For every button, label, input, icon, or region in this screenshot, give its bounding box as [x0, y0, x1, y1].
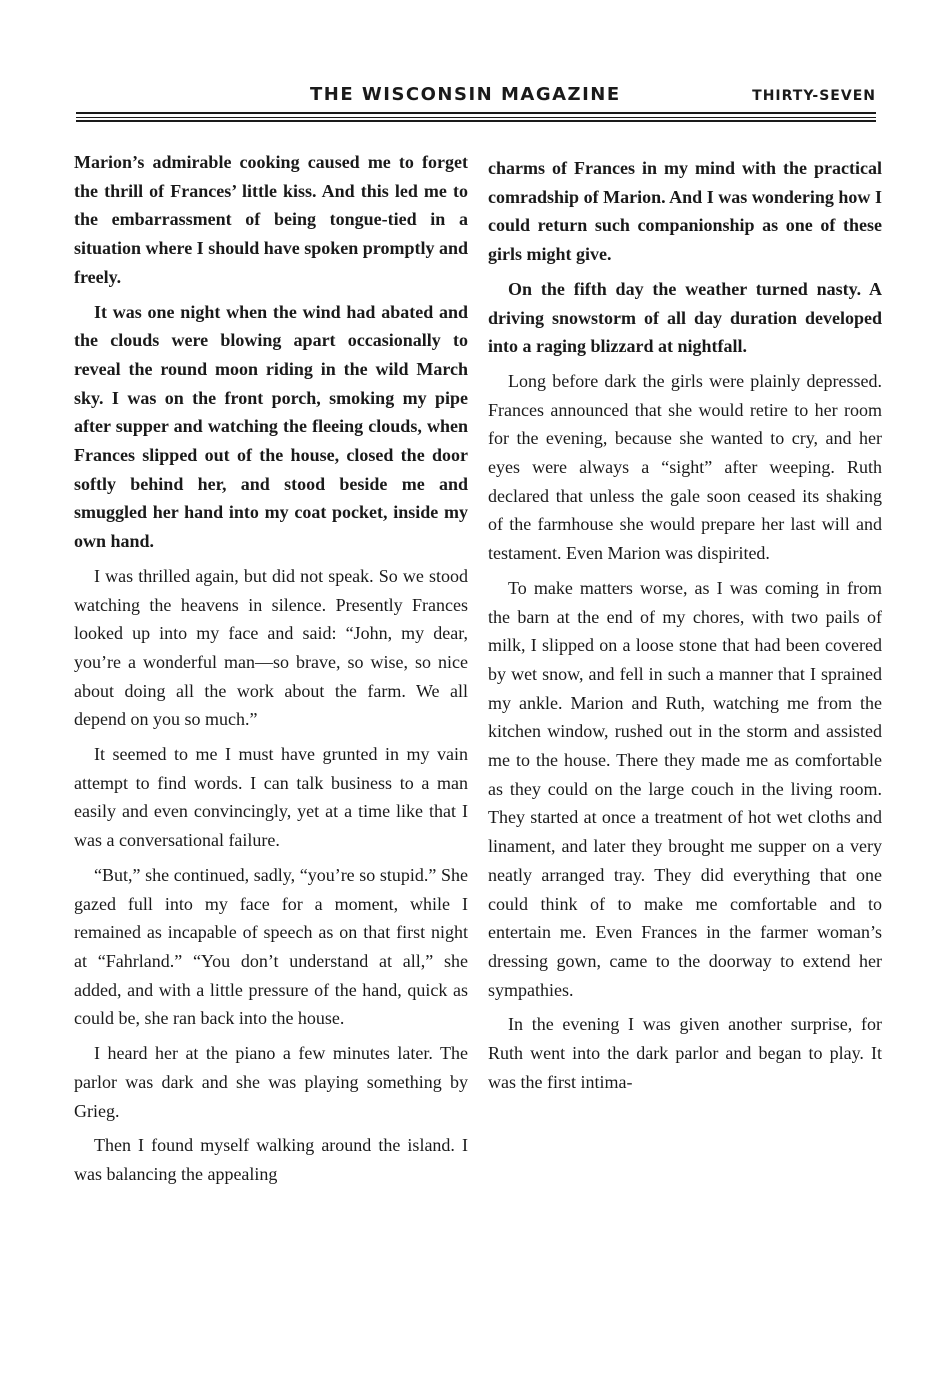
header-rule	[76, 112, 876, 126]
paragraph: Then I found myself walking around the island. I was balancing the appealing	[74, 1135, 468, 1184]
paragraph: charms of Frances in my mind with the practical comradship of Marion. And I was wondering how I could return such companionship as one of these girls might give.	[488, 158, 882, 265]
paragraph: Marion’s admirable cooking caused me to forget the thrill of Frances’ little kiss. And this led me to the embarrassment of being tongue-tied in a situation where I should have spoken promptly and freely.	[74, 152, 468, 287]
paragraph: On the fifth day the weather turned nasty. A driving snowstorm of all day duration developed into a raging blizzard at nightfall.	[488, 278, 882, 357]
paragraph: It was one night when the wind had abated and the clouds were blowing apart occasionally to reveal the round moon riding in the wild March sky. I was on the front porch, smoking my pipe after supper and watching the fleeing clouds, when Frances slipped out of the house, closed the door softly behind her, and stood beside me and smuggled her hand into my coat pocket, inside my own hand.	[74, 301, 468, 552]
paragraph: Long before dark the girls were plainly depressed. Frances announced that she would retire to her room for the evening, because she wanted to cry, and her eyes were always a “sight” after weeping. Ruth declared that unless the gale soon ceased its shaking of the farmhouse she would prepare her last will and testament. Even Marion was dispirited.	[488, 370, 882, 564]
paragraph: It seemed to me I must have grunted in my vain attempt to find words. I can talk business to a man easily and even convincingly, yet at a time like that I was a conversational failure.	[74, 744, 468, 851]
magazine-title: THE WISCONSIN MAGAZINE	[310, 84, 621, 105]
page-header	[76, 80, 876, 110]
page-number: THIRTY-SEVEN	[752, 88, 876, 104]
paragraph: I was thrilled again, but did not speak. So we stood watching the heavens in silence. Presently Frances looked up into my face and said: “John, my dear, you’re a wonderful man—so brave, so wise, so nice about doing all the work about the farm. We all depend on you so much.”	[74, 565, 468, 730]
right-column	[488, 154, 882, 1103]
paragraph: “But,” she continued, sadly, “you’re so stupid.” She gazed full into my face for a moment, while I remained as incapable of speech as on that first night at “Fahrland.” “You don’t understand at all,” she added, and with a little pressure of the hand, quick as could be, she ran back into the house.	[74, 864, 468, 1029]
paragraph: In the evening I was given another surprise, for Ruth went into the dark parlor and began to play. It was the first intima-	[488, 1014, 882, 1092]
paragraph: To make matters worse, as I was coming in from the barn at the end of my chores, with two pails of milk, I slipped on a loose stone that had been covered by wet snow, and fell in such a manner that I sprained my ankle. Marion and Ruth, watching me from the kitchen window, rushed out in the storm and assisted me to the house. There they made me as comfortable as they could on the large couch in the living room. They started at once a treatment of hot wet cloths and linament, and later they brought me supper on a very neatly arranged tray. They did everything that one could think of to make me comfortable and to entertain me. Even Frances in the farmer woman’s dressing gown, came to the doorway to extend her sympathies.	[488, 577, 882, 1000]
paragraph: I heard her at the piano a few minutes later. The parlor was dark and she was playing something by Grieg.	[74, 1043, 468, 1121]
left-column	[74, 148, 468, 1195]
